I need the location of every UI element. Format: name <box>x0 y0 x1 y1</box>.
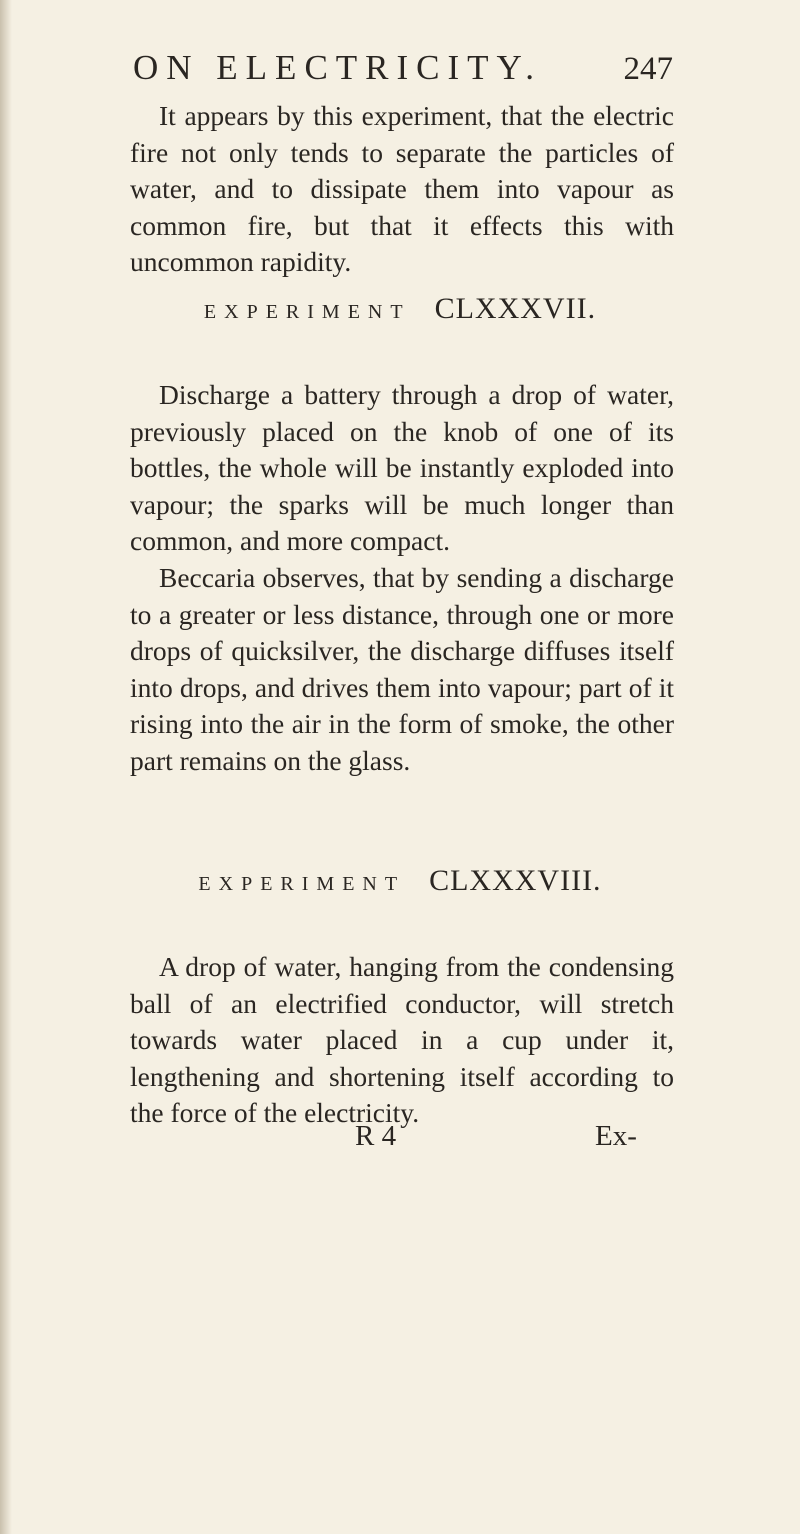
experiment-heading <box>0 292 800 326</box>
paragraph-text: It appears by this experiment, that the electric fire not only tends to separate the particles of water, and to dissipate them into vapour as common fire, but that it effects this with uncommon rapidity. <box>130 100 674 278</box>
paragraph-text: Discharge a battery through a drop of water, previously placed on the knob of one of its bottles, the whole will be instantly exploded into vapour; the sparks will be much longer than common, and more compact. <box>130 379 674 557</box>
experiment-heading <box>0 864 800 898</box>
catchword: Ex- <box>595 1120 637 1152</box>
running-head <box>133 48 673 88</box>
page-footer <box>0 1120 800 1160</box>
experiment-label: EXPERIMENT <box>198 873 406 895</box>
page-number: 247 <box>623 51 673 87</box>
paragraph-text: A drop of water, hanging from the condensing ball of an electrified conductor, will stretch towards water placed in a cup under it, lengthening and shortening itself according to the force of the electricity. <box>130 951 674 1129</box>
experiment-label: EXPERIMENT <box>203 301 411 323</box>
signature-mark: R 4 <box>355 1120 397 1152</box>
experiment-body <box>130 949 674 1132</box>
running-title: ON ELECTRICITY. <box>133 48 543 87</box>
experiment-numeral: CLXXXVII. <box>434 292 597 325</box>
opening-paragraph-block <box>130 98 674 281</box>
page-gutter-shadow <box>0 0 12 1534</box>
experiment-body <box>130 377 674 780</box>
paragraph-text: Beccaria observes, that by sending a discharge to a greater or less distance, through one or more drops of quicksilver, the discharge diffuses itself into drops, and drives them into vapour; part of it rising into the air in the form of smoke, the other part remains on the glass. <box>130 561 674 776</box>
experiment-numeral: CLXXXVIII. <box>429 864 602 897</box>
